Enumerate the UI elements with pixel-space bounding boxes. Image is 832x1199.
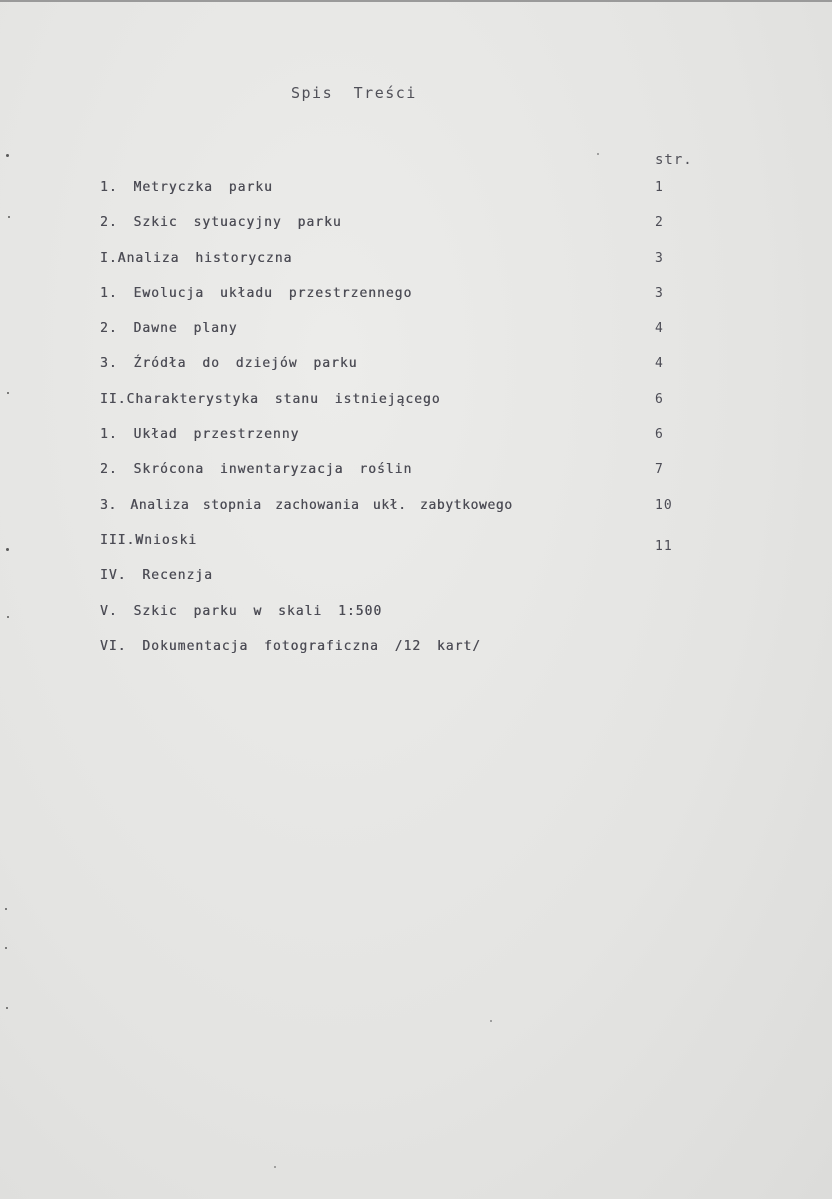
toc-entry-page: 10 [655, 497, 673, 513]
margin-mark [6, 154, 9, 157]
toc-entry-page: 4 [655, 356, 664, 372]
document-title: Spis Treści [291, 84, 417, 102]
toc-entry [100, 564, 700, 599]
toc-entry-page: 4 [655, 321, 664, 337]
margin-mark [6, 1007, 8, 1009]
toc-entry-page: 6 [655, 391, 664, 407]
toc-entry-label: VI. Dokumentacja fotograficzna /12 kart/ [100, 638, 482, 654]
toc-entry-page: 3 [655, 250, 664, 266]
margin-mark [6, 548, 9, 551]
toc-entry [100, 458, 700, 493]
toc-entry [100, 423, 700, 458]
toc-entry-label: 2. Szkic sytuacyjny parku [100, 215, 342, 231]
toc-entry [100, 494, 700, 529]
page-column-header: str. [655, 152, 693, 168]
toc-entry [100, 247, 700, 282]
toc-entry [100, 529, 700, 564]
toc-entry-label: 3. Źródła do dziejów parku [100, 356, 358, 372]
margin-mark [7, 616, 9, 618]
toc-entry-label: 3. Analiza stopnia zachowania ukł. zabytkowego [100, 497, 513, 513]
paper-speck [274, 1166, 276, 1168]
page-top-edge [0, 0, 832, 2]
margin-mark [5, 947, 7, 949]
toc-entry-label: V. Szkic parku w skali 1:500 [100, 603, 383, 619]
toc-entry-page: 7 [655, 462, 664, 478]
toc-entry [100, 600, 700, 635]
toc-entry [100, 211, 700, 246]
toc-entry [100, 176, 700, 211]
toc-entry-label: 2. Dawne plany [100, 321, 238, 337]
toc-entry [100, 635, 700, 670]
toc-entry-page: 11 [655, 538, 673, 554]
table-of-contents [100, 176, 700, 670]
paper-speck [490, 1020, 492, 1022]
toc-entry-label: 1. Ewolucja układu przestrzennego [100, 285, 413, 301]
toc-entry-page: 1 [655, 180, 664, 195]
paper-speck [597, 153, 599, 155]
toc-entry-label: 2. Skrócona inwentaryzacja roślin [100, 462, 413, 478]
toc-entry [100, 352, 700, 387]
toc-entry [100, 282, 700, 317]
toc-entry-page: 2 [655, 215, 664, 231]
toc-entry-label: IV. Recenzja [100, 568, 213, 584]
toc-entry-page: 3 [655, 285, 664, 301]
toc-entry [100, 317, 700, 352]
margin-mark [7, 392, 9, 394]
toc-entry-label: 1. Układ przestrzenny [100, 427, 300, 443]
margin-mark [8, 216, 10, 218]
margin-mark [5, 908, 7, 910]
toc-entry-label: III.Wnioski [100, 532, 198, 548]
toc-entry-label: II.Charakterystyka stanu istniejącego [100, 391, 441, 407]
toc-entry-label: 1. Metryczka parku [100, 180, 273, 195]
toc-entry-label: I.Analiza historyczna [100, 250, 293, 266]
toc-entry [100, 388, 700, 423]
toc-entry-page: 6 [655, 427, 664, 443]
